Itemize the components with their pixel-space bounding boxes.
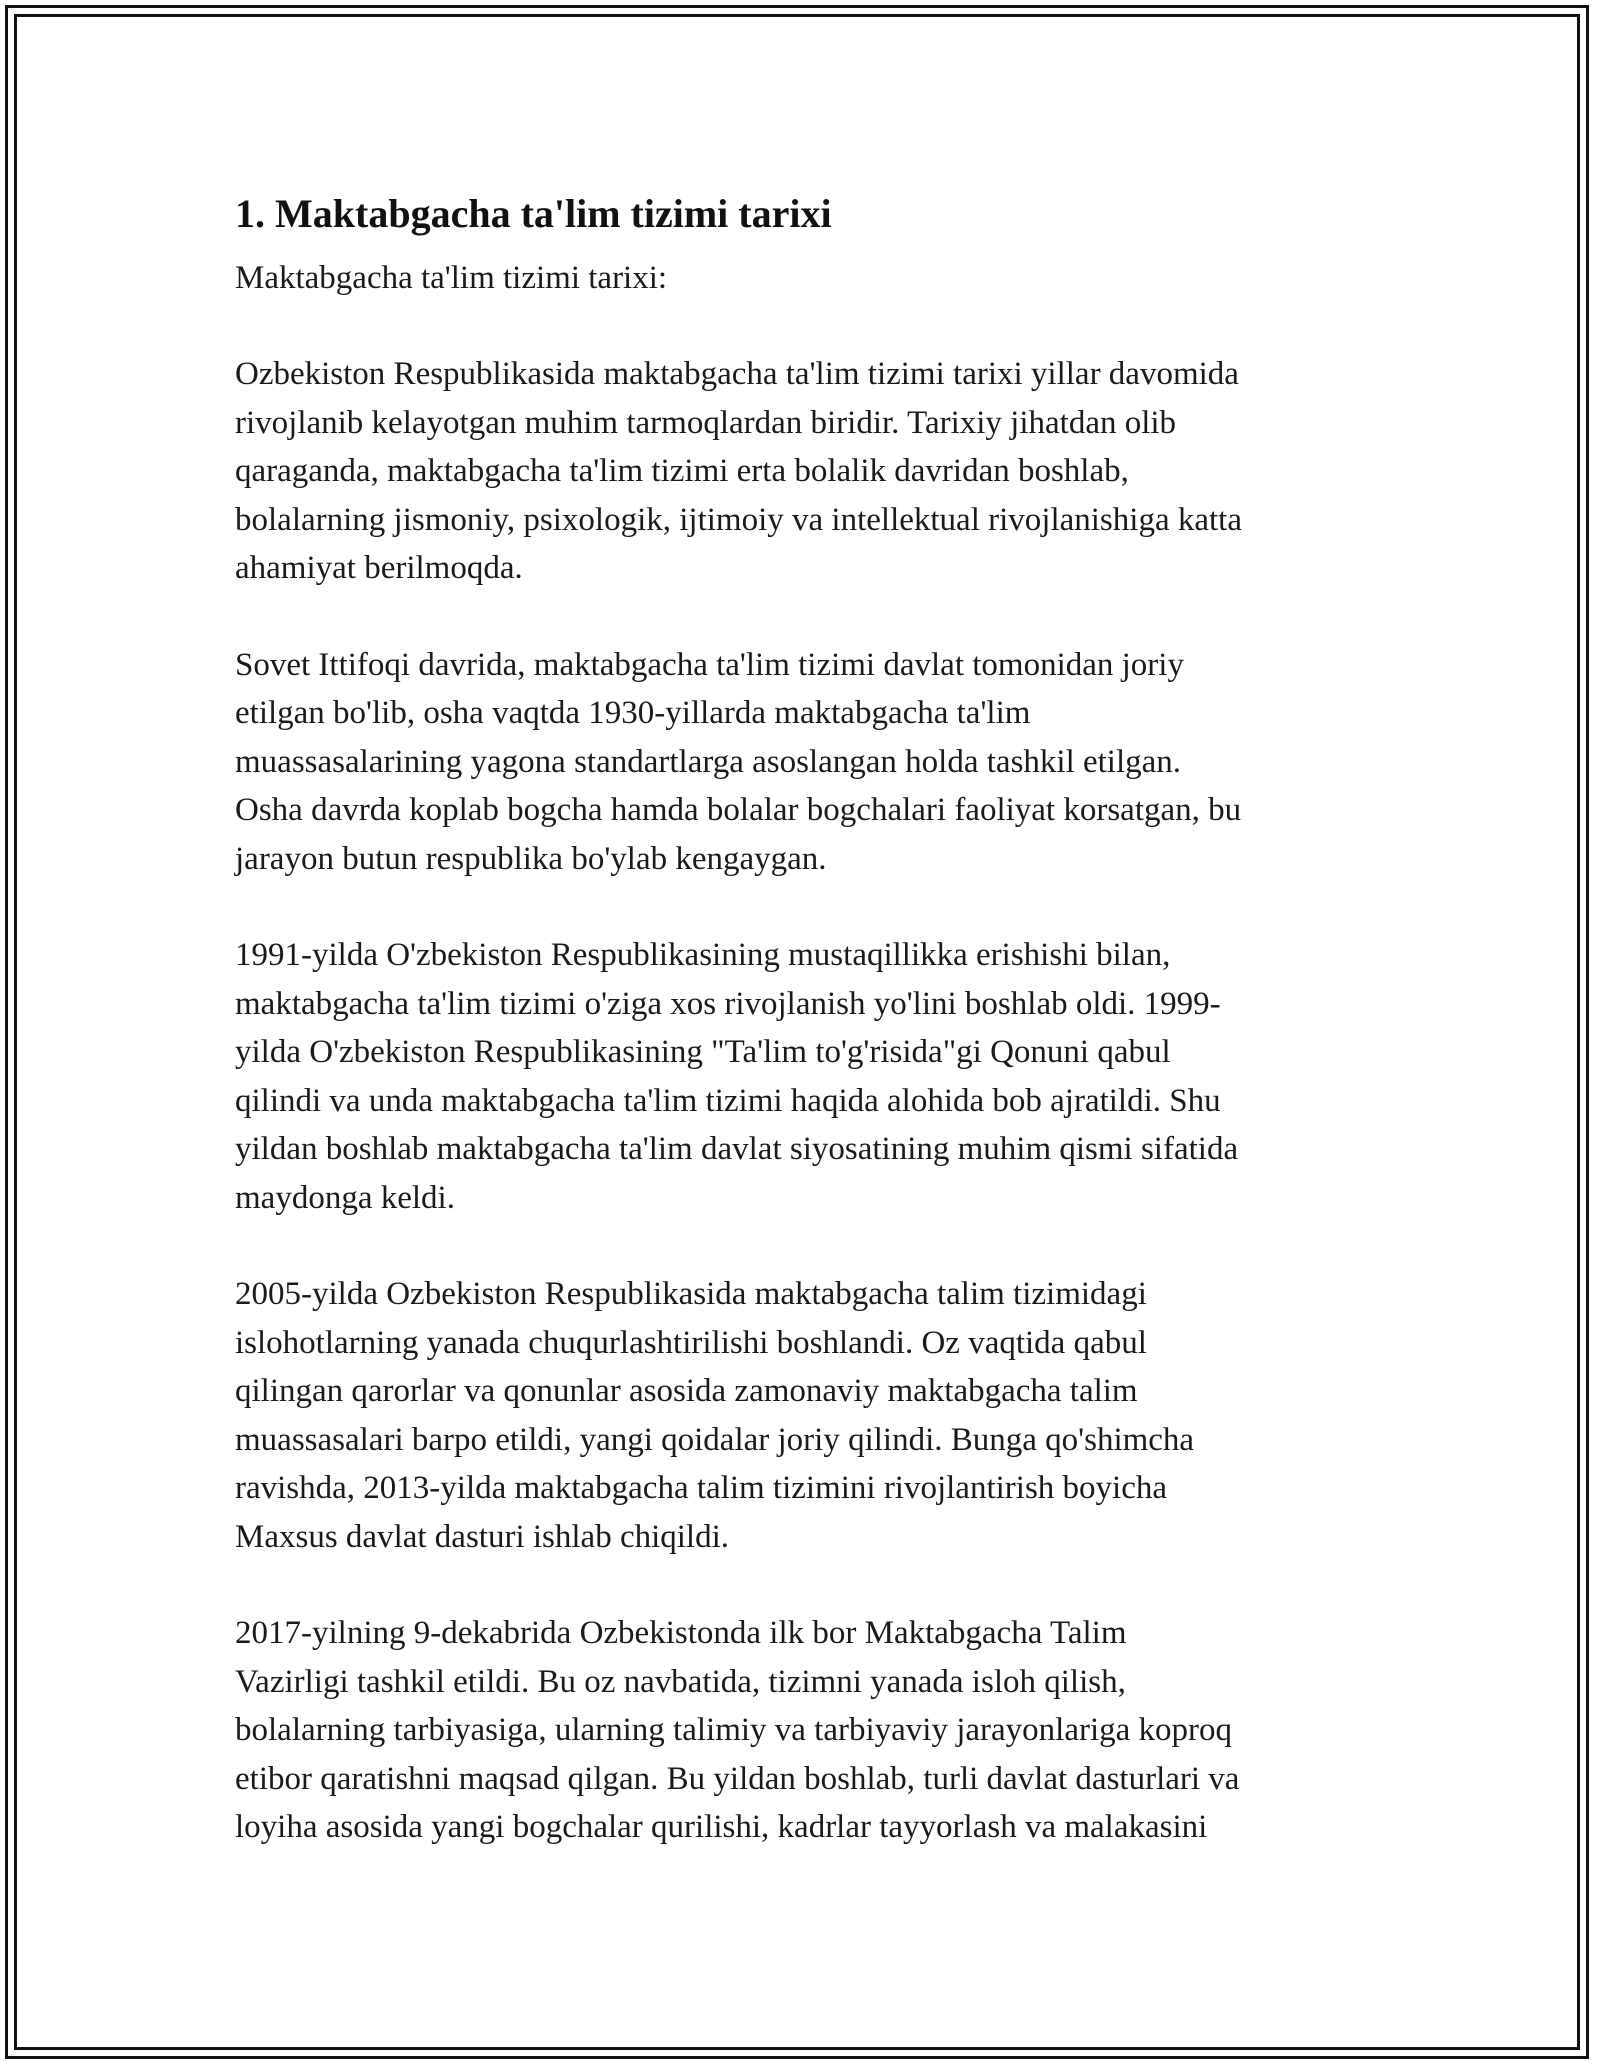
paragraph-line: muassasalari barpo etildi, yangi qoidalar joriy qilindi. Bunga qo'shimcha bbox=[235, 1421, 1195, 1458]
paragraph-line: yildan boshlab maktabgacha ta'lim davlat siyosatining muhim qismi sifatida bbox=[235, 1131, 1239, 1167]
paragraph-line: etilgan bo'lib, osha vaqtda 1930-yillarda maktabgacha ta'lim bbox=[235, 695, 1031, 731]
paragraph-line: qaraganda, maktabgacha ta'lim tizimi erta bolalik davridan boshlab, bbox=[235, 453, 1129, 489]
document-body bbox=[235, 182, 1365, 1852]
paragraph-line: qilindi va unda maktabgacha ta'lim tizimi haqida alohida bob ajratildi. Shu bbox=[235, 1082, 1221, 1119]
paragraph-soviet-era bbox=[235, 641, 1365, 884]
paragraph-line: qilingan qarorlar va qonunlar asosida zamonaviy maktabgacha talim bbox=[235, 1373, 1138, 1409]
paragraph-line: 2017-yilning 9-dekabrida Ozbekistonda ilk bor Maktabgacha Talim bbox=[235, 1615, 1127, 1651]
paragraph-line: ahamiyat berilmoqda. bbox=[235, 550, 523, 586]
paragraph-line: Ozbekiston Respublikasida maktabgacha ta'lim tizimi tarixi yillar davomida bbox=[235, 356, 1239, 392]
paragraph-line: bolalarning tarbiyasiga, ularning talimiy va tarbiyaviy jarayonlariga koproq bbox=[235, 1712, 1233, 1748]
paragraph-line: etibor qaratishni maqsad qilgan. Bu yildan boshlab, turli davlat dasturlari va bbox=[235, 1760, 1240, 1797]
document-subtitle: Maktabgacha ta'lim tizimi tarixi: bbox=[235, 260, 668, 296]
paragraph-line: maydonga keldi. bbox=[235, 1179, 455, 1216]
paragraph-line: ravishda, 2013-yilda maktabgacha talim tizimini rivojlantirish boyicha bbox=[235, 1470, 1168, 1506]
paragraph-line: bolalarning jismoniy, psixologik, ijtimoiy va intellektual rivojlanishiga katta bbox=[235, 501, 1242, 538]
paragraph-line: Maxsus davlat dasturi ishlab chiqildi. bbox=[235, 1518, 730, 1555]
paragraph-intro bbox=[235, 350, 1365, 593]
paragraph-line: islohotlarning yanada chuqurlashtirilishi boshlandi. Oz vaqtida qabul bbox=[235, 1324, 1147, 1361]
paragraph-independence bbox=[235, 931, 1365, 1222]
paragraph-line: maktabgacha ta'lim tizimi o'ziga xos rivojlanish yo'lini boshlab oldi. 1999- bbox=[235, 985, 1221, 1022]
paragraph-line: yilda O'zbekiston Respublikasining "Ta'lim to'g'risida"gi Qonuni qabul bbox=[235, 1034, 1171, 1070]
paragraph-line: 1991-yilda O'zbekiston Respublikasining mustaqillikka erishishi bilan, bbox=[235, 937, 1171, 973]
paragraph-line: loyiha asosida yangi bogchalar qurilishi, kadrlar tayyorlash va malakasini bbox=[235, 1809, 1208, 1845]
document-title: 1. Maktabgacha ta'lim tizimi tarixi bbox=[235, 191, 832, 236]
paragraph-ministry-2017 bbox=[235, 1609, 1365, 1852]
paragraph-line: Vazirligi tashkil etildi. Bu oz navbatida, tizimni yanada isloh qilish, bbox=[235, 1663, 1126, 1700]
paragraph-line: Osha davrda koplab bogcha hamda bolalar bogchalari faoliyat korsatgan, bu bbox=[235, 792, 1242, 828]
paragraph-line: Sovet Ittifoqi davrida, maktabgacha ta'lim tizimi davlat tomonidan joriy bbox=[235, 646, 1184, 683]
paragraph-line: muassasalarining yagona standartlarga asoslangan holda tashkil etilgan. bbox=[235, 743, 1182, 780]
paragraph-line: rivojlanib kelayotgan muhim tarmoqlardan biridir. Tarixiy jihatdan olib bbox=[235, 404, 1177, 441]
paragraph-line: 2005-yilda Ozbekiston Respublikasida maktabgacha talim tizimidagi bbox=[235, 1276, 1147, 1312]
paragraph-reforms-2005 bbox=[235, 1270, 1365, 1561]
paragraph-line: jarayon butun respublika bo'ylab kengaygan. bbox=[235, 840, 827, 877]
